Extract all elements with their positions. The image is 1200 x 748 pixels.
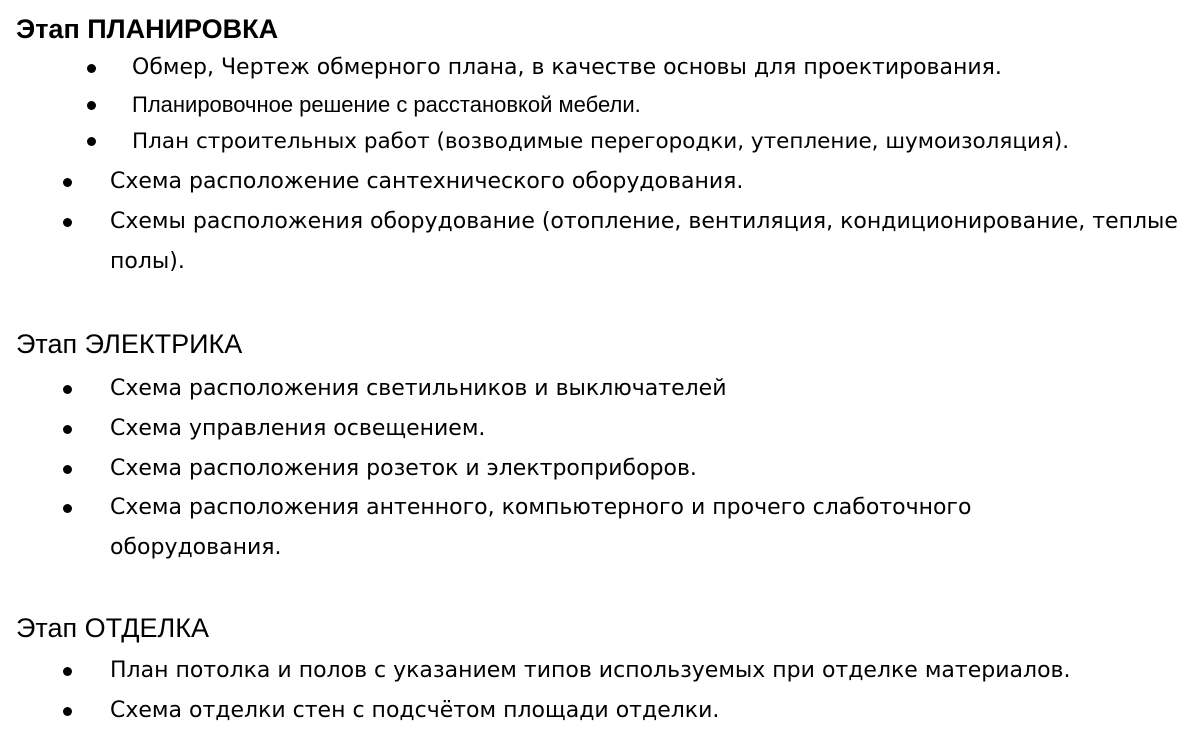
bullet-icon	[63, 465, 72, 474]
list-item: Схема расположения розеток и электроприборов.	[110, 456, 697, 481]
bullet-icon	[87, 101, 96, 110]
bullet-icon	[63, 707, 72, 716]
section-heading-finishing: Этап ОТДЕЛКА	[16, 613, 209, 643]
section-heading-planning: Этап ПЛАНИРОВКА	[16, 14, 279, 44]
list-item: План строительных работ (возводимые перегородки, утепление, шумоизоляция).	[132, 129, 1070, 154]
list-item: Схемы расположения оборудование (отопление, вентиляция, кондиционирование, теплые полы).	[110, 209, 1178, 274]
list-item: Схема расположение сантехнического оборудования.	[110, 169, 744, 194]
section-heading-electrical: Этап ЭЛЕКТРИКА	[16, 329, 243, 359]
list-item: Схема отделки стен с подсчётом площади отделки.	[110, 698, 720, 723]
bullet-icon	[63, 218, 72, 227]
list-item: Обмер, Чертеж обмерного плана, в качестве основы для проектирования.	[132, 55, 1002, 80]
list-item: Схема расположения светильников и выключателей	[110, 376, 727, 401]
bullet-icon	[63, 504, 72, 513]
bullet-icon	[63, 667, 72, 676]
list-item: Схема расположения антенного, компьютерного и прочего слаботочного оборудования.	[110, 495, 972, 560]
bullet-icon	[63, 178, 72, 187]
bullet-icon	[87, 64, 96, 73]
list-item: Планировочное решение с расстановкой мебели.	[132, 92, 641, 117]
bullet-icon	[87, 137, 96, 146]
list-item: Схема управления освещением.	[110, 416, 486, 441]
bullet-icon	[63, 385, 72, 394]
list-item: План потолка и полов с указанием типов используемых при отделке материалов.	[110, 658, 1071, 683]
bullet-icon	[63, 425, 72, 434]
